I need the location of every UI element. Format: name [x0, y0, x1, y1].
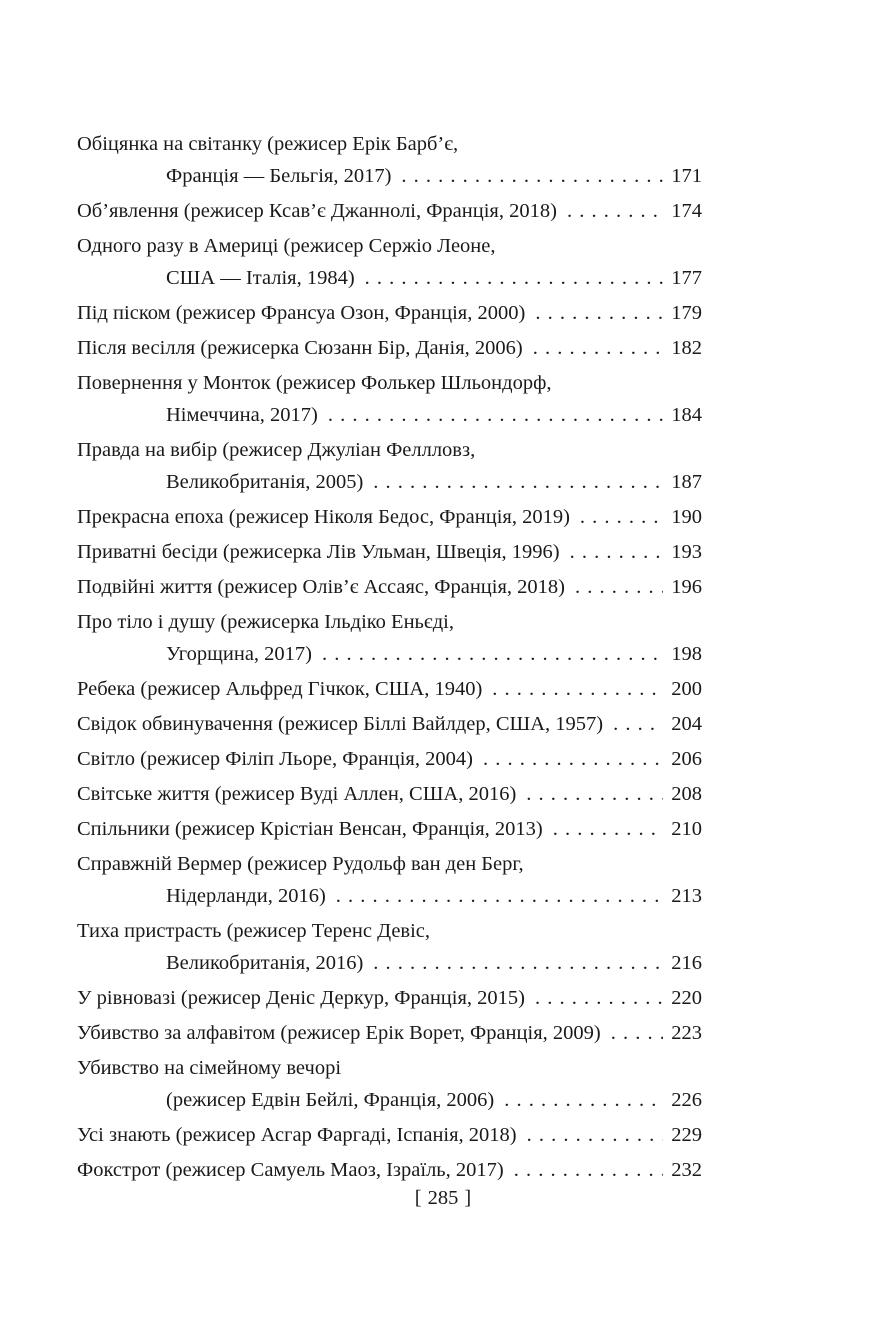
toc-entry [77, 606, 702, 670]
toc-page-number: 171 [671, 165, 702, 187]
toc-entry [77, 673, 702, 705]
toc-entry [77, 297, 702, 329]
toc-entry-line [77, 195, 702, 227]
dot-leader [365, 262, 664, 294]
toc-entry-line [77, 501, 702, 533]
toc-entry-continuation-line [77, 262, 702, 294]
toc-page-number: 179 [671, 302, 702, 324]
toc-entry-line [77, 982, 702, 1014]
folio-open-bracket: [ [414, 1187, 422, 1209]
toc-entry-title: Після весілля (режисерка Сюзанн Бір, Данія, 2006) [77, 337, 523, 359]
dot-leader [535, 982, 663, 1014]
dot-leader [328, 399, 663, 431]
dot-leader [533, 332, 664, 364]
toc-entry [77, 367, 702, 431]
toc-entry [77, 536, 702, 568]
toc-entry [77, 708, 702, 740]
toc-entry-continuation-line [77, 638, 702, 670]
toc-page-number: 208 [671, 783, 702, 805]
toc-entry-line [77, 434, 702, 466]
toc-entry-title: Обіцянка на світанку (режисер Ерік Барб’є, [77, 133, 459, 155]
toc-entry-line [77, 1052, 702, 1084]
toc-entry-line [77, 1119, 702, 1151]
toc-entry-title: Спільники (режисер Крістіан Венсан, Франція, 2013) [77, 818, 543, 840]
toc-entry-line [77, 536, 702, 568]
toc-entry-line [77, 230, 702, 262]
toc-entry-title: Угорщина, 2017) [166, 643, 313, 665]
dot-leader [401, 160, 663, 192]
dot-leader [373, 466, 663, 498]
toc-page-number: 182 [671, 337, 702, 359]
dot-leader [553, 813, 664, 845]
toc-entry-line [77, 673, 702, 705]
toc-entry-title: Великобританія, 2005) [166, 471, 364, 493]
toc-entry-continuation-line [77, 466, 702, 498]
toc-entry-line [77, 1017, 702, 1049]
toc-entry-title: Подвійні життя (режисер Олів’є Ассаяс, Франція, 2018) [77, 576, 565, 598]
toc-entry-title: Світло (режисер Філіп Льоре, Франція, 2004) [77, 748, 473, 770]
toc-entry [77, 501, 702, 533]
toc-page-number: 198 [671, 643, 702, 665]
toc-entry-title: США — Італія, 1984) [166, 267, 355, 289]
toc-entry-continuation-line [77, 947, 702, 979]
toc-page-number: 223 [671, 1022, 702, 1044]
toc-entry-line [77, 297, 702, 329]
toc-entry-title: Убивство на сімейному вечорі [77, 1057, 342, 1079]
dot-leader [336, 880, 663, 912]
dot-leader [514, 1154, 664, 1186]
toc-page-number: 216 [671, 952, 702, 974]
page-number-footer [0, 1183, 886, 1213]
toc-entry-line [77, 708, 702, 740]
toc-entry-title: Нідерланди, 2016) [166, 885, 326, 907]
toc-entry [77, 128, 702, 192]
toc-entry [77, 1154, 702, 1186]
toc-page-number: 187 [671, 471, 702, 493]
dot-leader [322, 638, 663, 670]
toc-page-number: 226 [671, 1089, 702, 1111]
dot-leader [483, 743, 663, 775]
folio-close-bracket: ] [464, 1187, 472, 1209]
toc-entry [77, 434, 702, 498]
toc-entry-title: Світське життя (режисер Вуді Аллен, США, 2016) [77, 783, 517, 805]
toc-entry [77, 915, 702, 979]
dot-leader [526, 778, 663, 810]
toc-page-number: 232 [671, 1159, 702, 1181]
toc-page-number: 174 [671, 200, 702, 222]
toc-entry-line [77, 743, 702, 775]
dot-leader [492, 673, 663, 705]
toc-entry-title: Про тіло і душу (режисерка Ільдіко Еньєді, [77, 611, 454, 633]
dot-leader [580, 501, 663, 533]
toc-entry-title: Свідок обвинувачення (режисер Біллі Вайлдер, США, 1957) [77, 713, 604, 735]
dot-leader [575, 571, 663, 603]
toc-entry-title: Прекрасна епоха (режисер Ніколя Бедос, Франція, 2019) [77, 506, 570, 528]
toc-page-number: 200 [671, 678, 702, 700]
toc-entry [77, 332, 702, 364]
toc-entry-title: Ребека (режисер Альфред Гічкок, США, 1940) [77, 678, 483, 700]
toc-page-number: 177 [671, 267, 702, 289]
toc-entry [77, 743, 702, 775]
toc-entry [77, 1052, 702, 1116]
toc-entry-continuation-line [77, 160, 702, 192]
dot-leader [611, 1017, 664, 1049]
toc-entry-continuation-line [77, 880, 702, 912]
toc-entry [77, 1017, 702, 1049]
toc-entry-title: Франція — Бельгія, 2017) [166, 165, 392, 187]
toc-entry-line [77, 571, 702, 603]
toc-entry-title: Фокстрот (режисер Самуель Маоз, Ізраїль, 2017) [77, 1159, 504, 1181]
toc-entry-continuation-line [77, 1084, 702, 1116]
toc-page-number: 193 [671, 541, 702, 563]
folio-number: 285 [427, 1187, 459, 1209]
toc-entry-line [77, 915, 702, 947]
toc-entry-title: Справжній Вермер (режисер Рудольф ван ден Берг, [77, 853, 524, 875]
toc-entry-title: Повернення у Монток (режисер Фолькер Шльондорф, [77, 372, 552, 394]
toc-entry [77, 195, 702, 227]
toc-entry-line [77, 778, 702, 810]
toc-entry-continuation-line [77, 399, 702, 431]
toc-entry [77, 778, 702, 810]
dot-leader [613, 708, 663, 740]
toc-page-number: 184 [671, 404, 702, 426]
toc-page-number: 206 [671, 748, 702, 770]
toc-entry [77, 571, 702, 603]
toc-entry-line [77, 606, 702, 638]
toc-entry [77, 230, 702, 294]
table-of-contents [77, 128, 702, 1189]
toc-page-number: 204 [671, 713, 702, 735]
dot-leader [570, 536, 664, 568]
toc-entry-line [77, 332, 702, 364]
toc-entry [77, 848, 702, 912]
toc-entry [77, 1119, 702, 1151]
toc-entry [77, 813, 702, 845]
dot-leader [504, 1084, 663, 1116]
toc-entry-title: Німеччина, 2017) [166, 404, 318, 426]
toc-entry-title: Одного разу в Америці (режисер Сержіо Леоне, [77, 235, 496, 257]
toc-entry-title: Великобританія, 2016) [166, 952, 364, 974]
toc-entry-title: Об’явлення (режисер Ксав’є Джаннолі, Франція, 2018) [77, 200, 557, 222]
toc-entry-title: Приватні бесіди (режисерка Лів Ульман, Швеція, 1996) [77, 541, 560, 563]
toc-entry-line [77, 813, 702, 845]
toc-entry-title: Тиха пристрасть (режисер Теренс Девіс, [77, 920, 431, 942]
toc-entry-title: Під піском (режисер Франсуа Озон, Франція, 2000) [77, 302, 526, 324]
toc-entry [77, 982, 702, 1014]
toc-page-number: 190 [671, 506, 702, 528]
toc-page-number: 220 [671, 987, 702, 1009]
toc-entry-title: Правда на вибір (режисер Джуліан Феллловз, [77, 439, 476, 461]
toc-page-number: 213 [671, 885, 702, 907]
toc-page-number: 210 [671, 818, 702, 840]
dot-leader [527, 1119, 664, 1151]
toc-entry-line [77, 1154, 702, 1186]
toc-entry-line [77, 848, 702, 880]
dot-leader [535, 297, 663, 329]
toc-page-number: 229 [671, 1124, 702, 1146]
toc-entry-title: Усі знають (режисер Асгар Фаргаді, Іспанія, 2018) [77, 1124, 517, 1146]
dot-leader [373, 947, 663, 979]
toc-entry-line [77, 367, 702, 399]
toc-page-number: 196 [671, 576, 702, 598]
toc-entry-title: (режисер Едвін Бейлі, Франція, 2006) [166, 1089, 495, 1111]
dot-leader [567, 195, 663, 227]
toc-entry-title: Убивство за алфавітом (режисер Ерік Ворет, Франція, 2009) [77, 1022, 601, 1044]
toc-entry-title: У рівновазі (режисер Деніс Деркур, Франція, 2015) [77, 987, 525, 1009]
toc-entry-line [77, 128, 702, 160]
